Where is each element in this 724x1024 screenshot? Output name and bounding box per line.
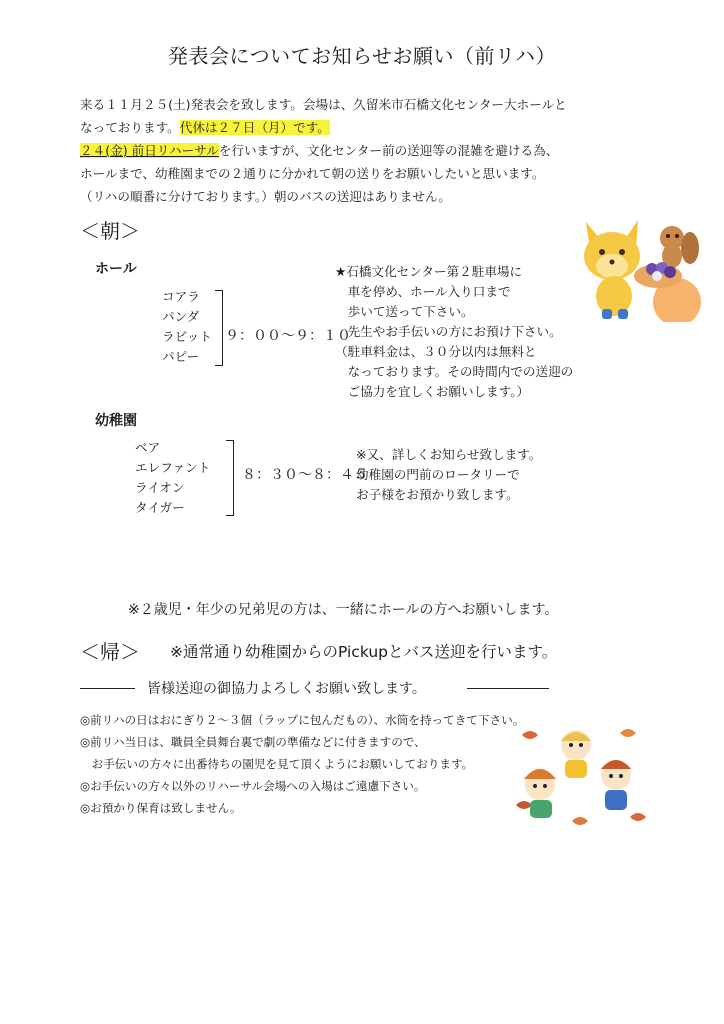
divider-right	[467, 688, 549, 689]
return-text: ※通常通り幼稚園からのPickupとバス送迎を行います。	[170, 643, 558, 661]
intro-line-4: ホールまで、幼稚園までの２通りに分かれて朝の送りをお願いしたいと思います。	[80, 166, 545, 181]
hall-time: ９：００～９：１０	[225, 328, 351, 344]
footnote-line: お手伝いの方々に出番待ちの園児を見て頂くようにお願いしております。	[80, 757, 474, 771]
note-line: （駐車料金は、３０分以内は無料と	[335, 344, 537, 359]
note-line: 歩いて送って下さい。	[335, 304, 474, 319]
class-name: パンダ	[162, 309, 200, 324]
note-line: なっております。その時間内での送迎の	[335, 364, 574, 379]
page-title: 発表会についてお知らせお願い（前リハ）	[168, 44, 556, 68]
hall-bracket	[215, 290, 223, 366]
return-heading: ＜帰＞	[80, 640, 140, 664]
intro-paragraph	[80, 93, 567, 208]
hall-notes	[335, 262, 573, 402]
class-name: コアラ	[162, 289, 200, 304]
class-name: ライオン	[135, 480, 185, 495]
footnote-line: ◎前リハ当日は、職員全員舞台裏で劇の準備などに付きますので、	[80, 735, 426, 749]
note-line: ※又、詳しくお知らせ致します。	[356, 447, 542, 462]
holiday-highlight: 代休は２７日（月）です。	[179, 120, 330, 135]
children-leaves-illustration	[512, 725, 652, 831]
sibling-note: ※２歳児・年少の兄弟児の方は、一緒にホールの方へお願いします。	[128, 602, 559, 618]
hall-class-list	[162, 287, 212, 367]
note-line: ご協力を宜しくお願いします。）	[335, 384, 530, 399]
kindergarten-label: 幼稚園	[95, 413, 137, 429]
note-line: 車を停め、ホール入り口まで	[335, 284, 511, 299]
class-name: ベア	[135, 440, 161, 455]
intro-line-1: 来る１１月２５(土)発表会を致します。会場は、久留米市石橋文化センター大ホールと	[80, 97, 567, 112]
cooperation-message: 皆様送迎の御協力よろしくお願い致します。	[147, 681, 426, 697]
kindergarten-class-list	[135, 438, 210, 518]
class-name: ラビット	[162, 329, 212, 344]
rehearsal-highlight: ２４(金) 前日リハーサル	[80, 143, 219, 158]
footnote-line: ◎お手伝いの方々以外のリハーサル会場への入場はご遠慮下さい。	[80, 779, 426, 793]
hall-label: ホール	[95, 261, 137, 277]
footnotes	[80, 709, 524, 819]
intro-line-5: （リハの順番に分けております。）朝のバスの送迎はありません。	[80, 189, 451, 204]
class-name: タイガー	[135, 500, 185, 515]
fox-and-squirrel-illustration	[582, 214, 702, 322]
divider-left	[80, 688, 135, 689]
intro-line-3: ２４(金) 前日リハーサルを行いますが、文化センター前の送迎等の混雑を避ける為、	[80, 143, 559, 158]
note-line: お子様をお預かり致します。	[356, 487, 519, 502]
intro-line-2: なっております。代休は２７日（月）です。	[80, 120, 330, 135]
kindergarten-bracket	[226, 440, 234, 516]
note-line: ★石橋文化センター第２駐車場に	[335, 264, 523, 279]
class-name: パピー	[162, 349, 200, 364]
footnote-line: ◎前リハの日はおにぎり２～３個（ラップに包んだもの）、水筒を持ってきて下さい。	[80, 713, 525, 727]
morning-heading: ＜朝＞	[80, 219, 140, 243]
note-line: 先生やお手伝いの方にお預け下さい。	[335, 324, 562, 339]
class-name: エレファント	[135, 460, 211, 475]
footnote-line: ◎お預かり保育は致しません。	[80, 801, 242, 815]
kindergarten-time: ８：３０～８：４５	[242, 467, 368, 483]
kindergarten-notes	[356, 445, 541, 505]
note-line: 幼稚園の門前のロータリーで	[356, 467, 520, 482]
